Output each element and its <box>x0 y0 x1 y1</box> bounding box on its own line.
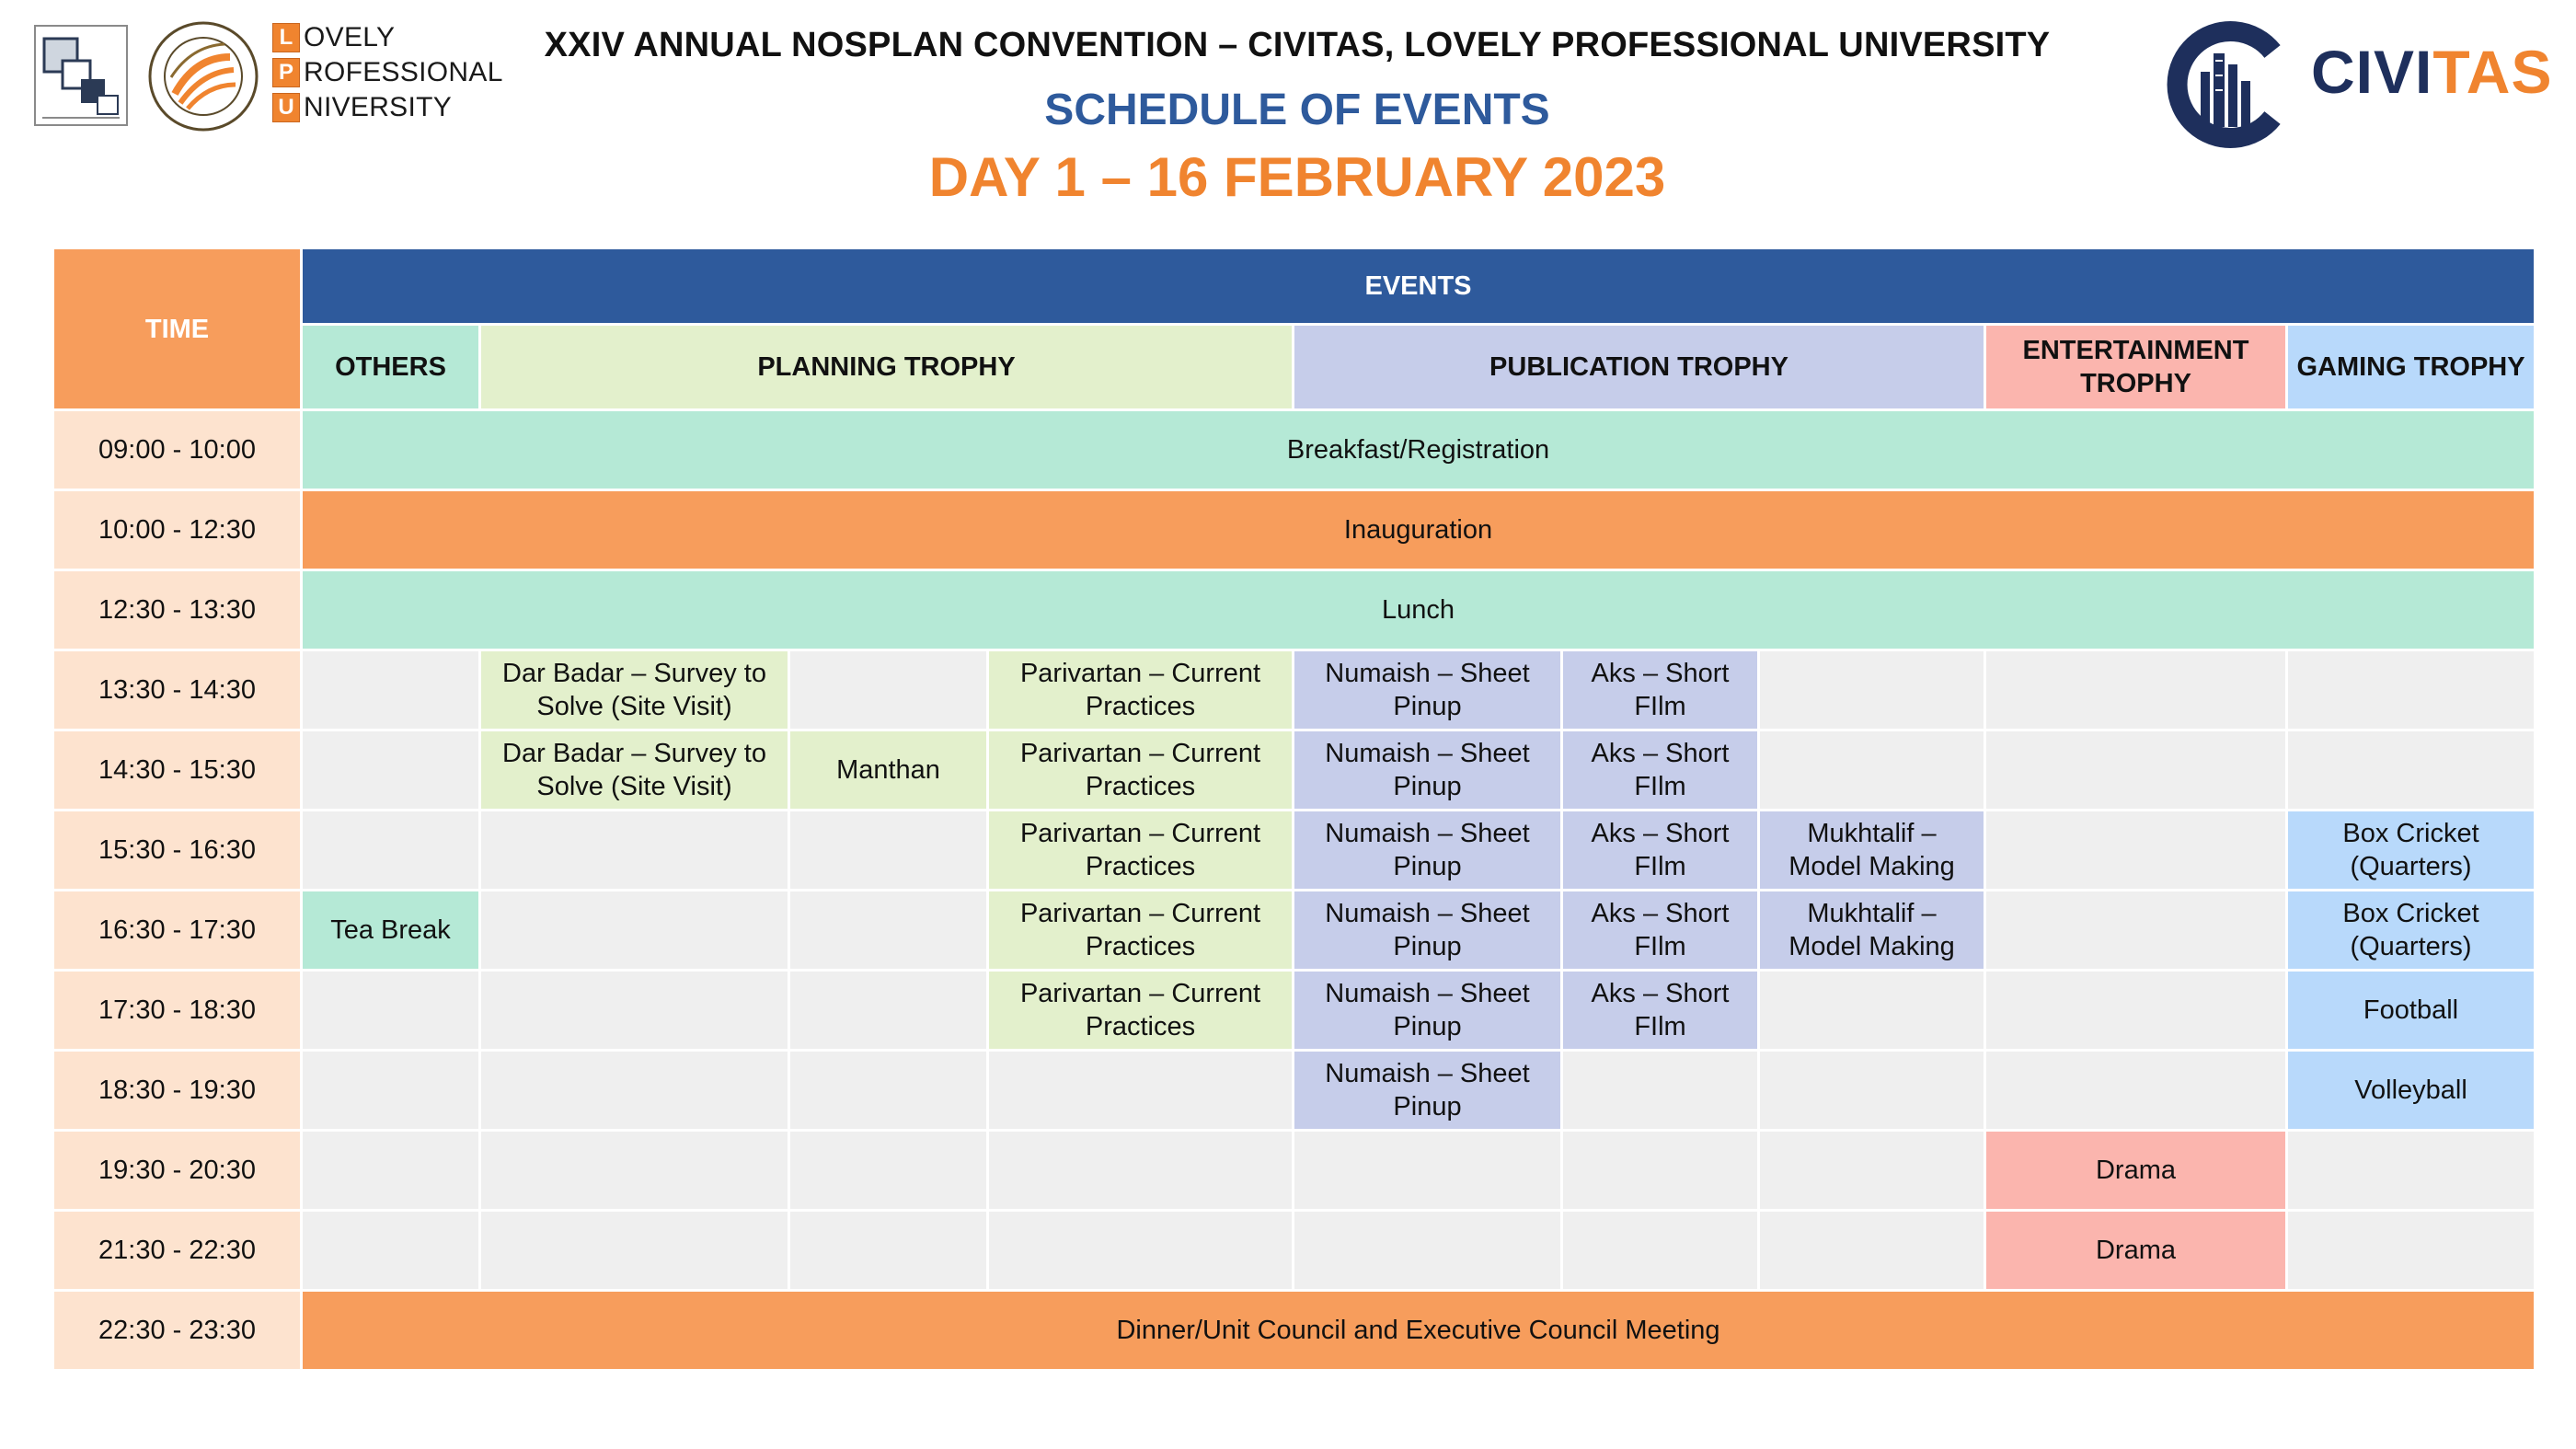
event-numaish: Numaish – Sheet Pinup <box>1294 650 1562 730</box>
event-box-cricket: Box Cricket (Quarters) <box>2287 891 2536 971</box>
empty-cell <box>789 1211 988 1291</box>
empty-cell <box>480 1131 789 1211</box>
event-numaish: Numaish – Sheet Pinup <box>1294 730 1562 811</box>
event-parivartan: Parivartan – Current Practices <box>988 650 1294 730</box>
empty-cell <box>988 1211 1294 1291</box>
time-cell: 12:30 - 13:30 <box>53 570 302 650</box>
event-mukhtalif: Mukhtalif – Model Making <box>1759 811 1985 891</box>
event-manthan: Manthan <box>789 730 988 811</box>
event-parivartan: Parivartan – Current Practices <box>988 891 1294 971</box>
event-inauguration: Inauguration <box>302 490 2536 570</box>
event-aks: Aks – Short FIlm <box>1562 971 1759 1051</box>
civitas-word-part: TAS <box>2432 38 2553 106</box>
nosplan-logo-icon <box>33 24 129 127</box>
empty-cell <box>302 1131 480 1211</box>
events-header: EVENTS <box>302 248 2536 325</box>
lpu-letter: L <box>272 23 300 52</box>
category-publication: PUBLICATION TROPHY <box>1294 325 1985 410</box>
empty-cell <box>789 1051 988 1131</box>
empty-cell <box>2287 650 2536 730</box>
empty-cell <box>789 811 988 891</box>
lpu-word: NIVERSITY <box>304 92 453 122</box>
civitas-emblem-icon <box>2164 20 2293 149</box>
schedule-title: SCHEDULE OF EVENTS <box>1044 86 1550 134</box>
event-aks: Aks – Short FIlm <box>1562 650 1759 730</box>
empty-cell <box>302 650 480 730</box>
event-mukhtalif: Mukhtalif – Model Making <box>1759 891 1985 971</box>
empty-cell <box>1985 811 2287 891</box>
lpu-wordmark <box>272 20 503 125</box>
empty-cell <box>1294 1211 1562 1291</box>
event-dinner: Dinner/Unit Council and Executive Council Meeting <box>302 1291 2536 1371</box>
empty-cell <box>302 1051 480 1131</box>
empty-cell <box>2287 1131 2536 1211</box>
empty-cell <box>1985 1051 2287 1131</box>
empty-cell <box>1562 1211 1759 1291</box>
empty-cell <box>1759 730 1985 811</box>
time-header: TIME <box>53 248 302 410</box>
time-cell: 22:30 - 23:30 <box>53 1291 302 1371</box>
event-drama: Drama <box>1985 1211 2287 1291</box>
schedule-table <box>52 247 2536 1372</box>
event-drama: Drama <box>1985 1131 2287 1211</box>
event-dar-badar: Dar Badar – Survey to Solve (Site Visit) <box>480 650 789 730</box>
empty-cell <box>2287 730 2536 811</box>
event-lunch: Lunch <box>302 570 2536 650</box>
event-numaish: Numaish – Sheet Pinup <box>1294 1051 1562 1131</box>
event-volleyball: Volleyball <box>2287 1051 2536 1131</box>
event-parivartan: Parivartan – Current Practices <box>988 971 1294 1051</box>
event-tea-break: Tea Break <box>302 891 480 971</box>
empty-cell <box>480 891 789 971</box>
event-numaish: Numaish – Sheet Pinup <box>1294 811 1562 891</box>
empty-cell <box>302 971 480 1051</box>
event-box-cricket: Box Cricket (Quarters) <box>2287 811 2536 891</box>
lpu-letter: P <box>272 58 300 87</box>
empty-cell <box>302 1211 480 1291</box>
empty-cell <box>1562 1051 1759 1131</box>
empty-cell <box>1985 650 2287 730</box>
event-aks: Aks – Short FIlm <box>1562 891 1759 971</box>
civitas-word-part: CIVI <box>2311 38 2433 106</box>
time-cell: 13:30 - 14:30 <box>53 650 302 730</box>
category-gaming: GAMING TROPHY <box>2287 325 2536 410</box>
event-aks: Aks – Short FIlm <box>1562 811 1759 891</box>
event-numaish: Numaish – Sheet Pinup <box>1294 891 1562 971</box>
event-breakfast: Breakfast/Registration <box>302 410 2536 490</box>
convention-title: XXIV ANNUAL NOSPLAN CONVENTION – CIVITAS, LOVELY PROFESSIONAL UNIVERSITY <box>544 26 2051 64</box>
time-cell: 19:30 - 20:30 <box>53 1131 302 1211</box>
event-aks: Aks – Short FIlm <box>1562 730 1759 811</box>
empty-cell <box>1294 1131 1562 1211</box>
empty-cell <box>480 971 789 1051</box>
empty-cell <box>302 730 480 811</box>
empty-cell <box>988 1051 1294 1131</box>
empty-cell <box>480 1211 789 1291</box>
event-football: Football <box>2287 971 2536 1051</box>
time-cell: 10:00 - 12:30 <box>53 490 302 570</box>
empty-cell <box>1759 1211 1985 1291</box>
lpu-word: OVELY <box>304 22 396 52</box>
empty-cell <box>2287 1211 2536 1291</box>
empty-cell <box>1759 971 1985 1051</box>
time-cell: 09:00 - 10:00 <box>53 410 302 490</box>
empty-cell <box>789 971 988 1051</box>
event-parivartan: Parivartan – Current Practices <box>988 730 1294 811</box>
empty-cell <box>789 1131 988 1211</box>
time-cell: 17:30 - 18:30 <box>53 971 302 1051</box>
time-cell: 18:30 - 19:30 <box>53 1051 302 1131</box>
event-dar-badar: Dar Badar – Survey to Solve (Site Visit) <box>480 730 789 811</box>
empty-cell <box>480 811 789 891</box>
event-numaish: Numaish – Sheet Pinup <box>1294 971 1562 1051</box>
empty-cell <box>480 1051 789 1131</box>
civitas-wordmark <box>2311 37 2552 107</box>
empty-cell <box>1759 650 1985 730</box>
empty-cell <box>1562 1131 1759 1211</box>
lpu-seal-icon <box>147 20 259 132</box>
empty-cell <box>1985 891 2287 971</box>
category-planning: PLANNING TROPHY <box>480 325 1294 410</box>
time-cell: 15:30 - 16:30 <box>53 811 302 891</box>
empty-cell <box>1985 971 2287 1051</box>
empty-cell <box>789 891 988 971</box>
empty-cell <box>988 1131 1294 1211</box>
empty-cell <box>302 811 480 891</box>
lpu-letter: U <box>272 93 300 122</box>
event-parivartan: Parivartan – Current Practices <box>988 811 1294 891</box>
empty-cell <box>1759 1051 1985 1131</box>
category-entertainment: ENTERTAINMENT TROPHY <box>1985 325 2287 410</box>
lpu-word: ROFESSIONAL <box>304 57 503 87</box>
time-cell: 14:30 - 15:30 <box>53 730 302 811</box>
category-others: OTHERS <box>302 325 480 410</box>
empty-cell <box>1759 1131 1985 1211</box>
empty-cell <box>1985 730 2287 811</box>
time-cell: 16:30 - 17:30 <box>53 891 302 971</box>
time-cell: 21:30 - 22:30 <box>53 1211 302 1291</box>
empty-cell <box>789 650 988 730</box>
day-title: DAY 1 – 16 FEBRUARY 2023 <box>928 146 1666 208</box>
